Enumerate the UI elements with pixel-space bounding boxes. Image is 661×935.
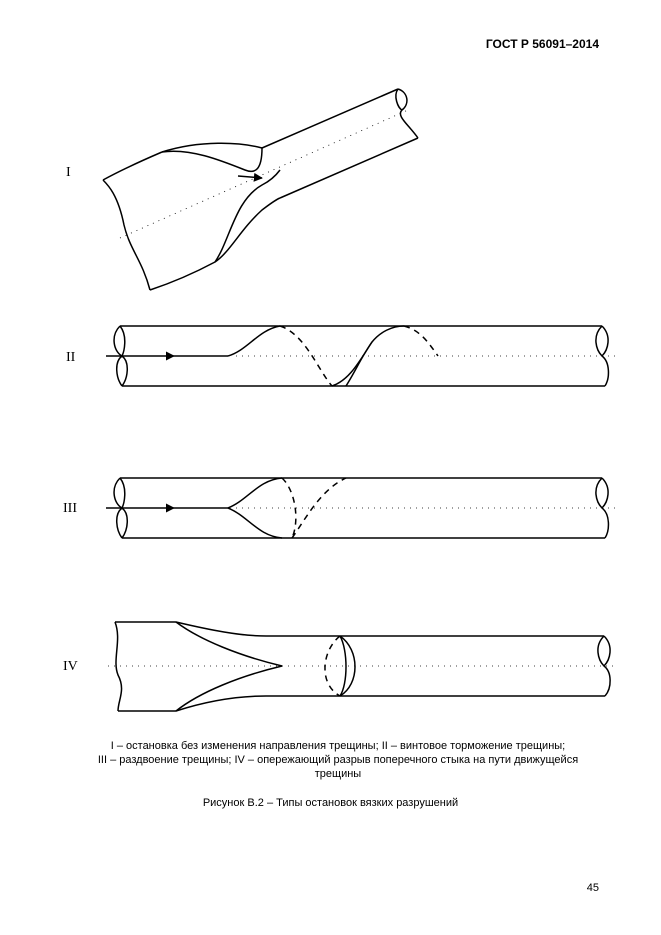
pipe-ii-helical-crack	[228, 326, 280, 356]
diagram-iii	[63, 478, 615, 538]
diagram-label-iii: III	[63, 501, 77, 516]
figure-caption: Рисунок В.2 – Типы остановок вязких разрушений	[202, 797, 459, 809]
pipe-iv-left-top-edge	[115, 622, 266, 636]
pipe-i-axis	[120, 110, 408, 238]
diagram-ii	[66, 326, 615, 386]
legend-line-1: I – остановка без изменения направления трещины; II – винтовое торможение трещины;	[110, 740, 566, 752]
pipe-i-lower-flap	[150, 198, 280, 290]
diagram-label-i: I	[66, 165, 71, 180]
pipe-i-lower-edge	[280, 138, 418, 198]
pipe-iv-left-cap	[115, 622, 122, 711]
legend-line-3: трещины	[314, 768, 362, 780]
pipe-i-open-flap	[103, 180, 150, 290]
diagram-i	[66, 89, 418, 290]
pipe-i-crack-flap	[162, 148, 262, 171]
figure-legend	[40, 739, 636, 781]
diagram-label-ii: II	[66, 350, 76, 365]
pipe-iv-crack-upper	[176, 622, 282, 666]
pipe-iii-branch-lower	[228, 508, 282, 538]
pipe-i-end-cap	[398, 89, 418, 138]
pipe-i-crack-arrow	[238, 176, 262, 178]
pipe-iv-crack-lower	[176, 666, 282, 711]
pipe-iv-left-bottom-edge	[118, 696, 266, 711]
pipe-iii-branch-upper	[228, 478, 282, 508]
pipe-i-open-edge-top	[103, 152, 162, 180]
pipe-i-upper-edge	[262, 89, 398, 148]
diagram-label-iv: IV	[63, 659, 78, 674]
page-number: 45	[586, 882, 599, 894]
document-header: ГОСТ Р 56091–2014	[485, 37, 599, 51]
diagram-iv	[63, 622, 615, 711]
legend-line-2: III – раздвоение трещины; IV – опережающий разрыв поперечного стыка на пути движущейся	[97, 754, 579, 766]
